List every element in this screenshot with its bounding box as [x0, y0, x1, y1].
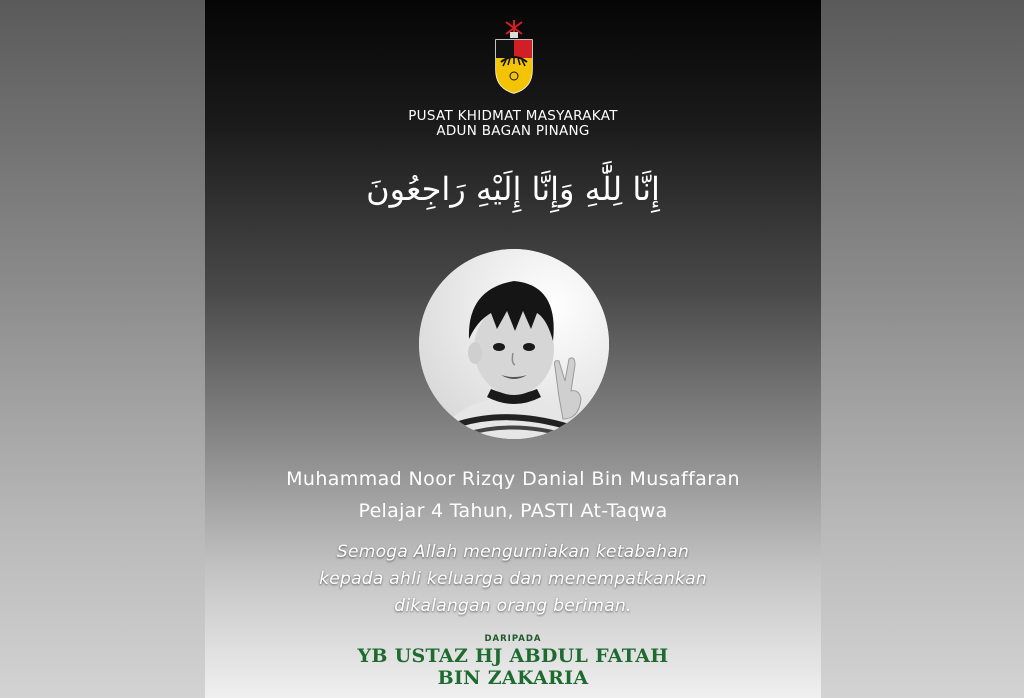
- sender-name-line2: BIN ZAKARIA: [437, 667, 589, 689]
- organization-name-line1: PUSAT KHIDMAT MASYARAKAT: [408, 108, 618, 124]
- sender-label: DARIPADA: [484, 634, 542, 644]
- condolence-message-line3: dikalangan orang beriman.: [394, 596, 632, 616]
- negeri-sembilan-crest-icon: [492, 18, 536, 94]
- arabic-verse: إِنَّا لِلَّٰهِ وَإِنَّا إِلَيْهِ رَاجِعُونَ: [366, 170, 660, 208]
- deceased-role: Pelajar 4 Tahun, PASTI At-Taqwa: [358, 500, 668, 522]
- sender-name-line1: YB USTAZ HJ ABDUL FATAH: [357, 645, 669, 667]
- child-portrait-illustration: [419, 249, 609, 439]
- condolence-poster: [205, 0, 821, 698]
- condolence-message-line1: Semoga Allah mengurniakan ketabahan: [336, 542, 690, 562]
- portrait-photo: [419, 249, 609, 439]
- deceased-name: Muhammad Noor Rizqy Danial Bin Musaffaran: [286, 468, 740, 490]
- condolence-message-line2: kepada ahli keluarga dan menempatkankan: [319, 569, 707, 589]
- left-background-panel: [0, 0, 205, 698]
- right-background-panel: [821, 0, 1024, 698]
- organization-name-line2: ADUN BAGAN PINANG: [436, 123, 590, 139]
